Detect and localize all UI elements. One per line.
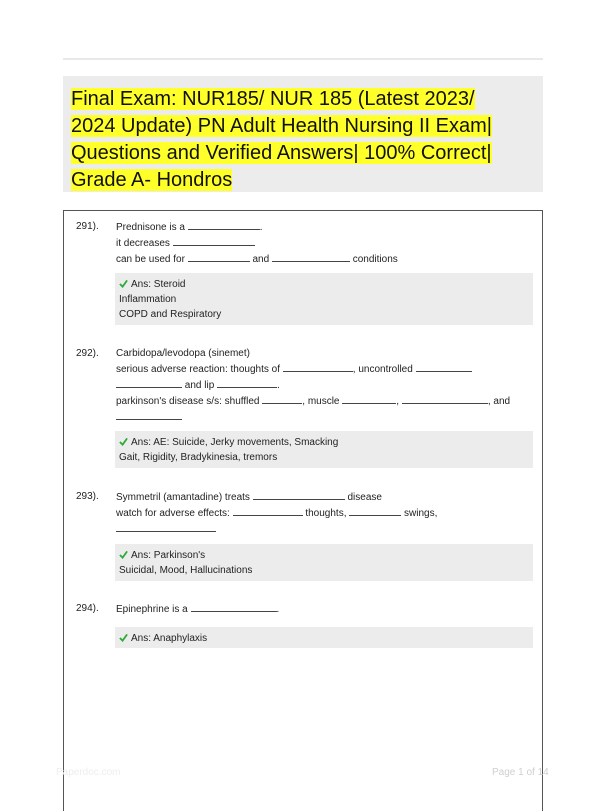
check-icon xyxy=(119,279,128,288)
question-number: 294). xyxy=(76,603,99,614)
answer-line: COPD and Respiratory xyxy=(119,309,222,320)
answer-box xyxy=(115,431,533,468)
answer-line: Ans: AE: Suicide, Jerky movements, Smacking xyxy=(131,437,339,448)
check-icon xyxy=(119,437,128,446)
question-number: 293). xyxy=(76,491,99,502)
question-number: 292). xyxy=(76,348,99,359)
top-divider xyxy=(63,58,543,60)
question-text: Epinephrine is a . xyxy=(116,601,526,617)
question-number: 291). xyxy=(76,221,99,232)
answer-box xyxy=(115,273,533,325)
answer-line: Inflammation xyxy=(119,294,177,305)
answer-line: Ans: Anaphylaxis xyxy=(131,633,208,644)
answer-box xyxy=(115,544,533,581)
answer-line: Suicidal, Mood, Hallucinations xyxy=(119,565,253,576)
answer-line: Ans: Parkinson's xyxy=(131,550,206,561)
question-text: Symmetril (amantadine) treats disease watch for adverse effects: thoughts, swings, xyxy=(116,489,526,537)
question-text: Prednisone is a . it decreases can be used for and conditions xyxy=(116,219,526,267)
check-icon xyxy=(119,550,128,559)
qa-container xyxy=(63,210,543,811)
answer-box xyxy=(115,627,533,648)
answer-line: Ans: Steroid xyxy=(131,279,186,290)
answer-line: Gait, Rigidity, Bradykinesia, tremors xyxy=(119,452,278,463)
footer-site: Paperdoc.com xyxy=(56,767,121,778)
question-text: Carbidopa/levodopa (sinemet) serious adverse reaction: thoughts of , uncontrolled and lip . parkinson's disease s/s: shuffled , muscle , , and xyxy=(116,346,526,425)
page-number: Page 1 of 14 xyxy=(492,767,549,778)
page-title: Final Exam: NUR185/ NUR 185 (Latest 2023/ 2024 Update) PN Adult Health Nursing II Exam| Questions and Verified Answers| 100% Correct| Grade A- Hondros xyxy=(71,88,492,191)
title-banner xyxy=(63,76,543,192)
check-icon xyxy=(119,633,128,642)
